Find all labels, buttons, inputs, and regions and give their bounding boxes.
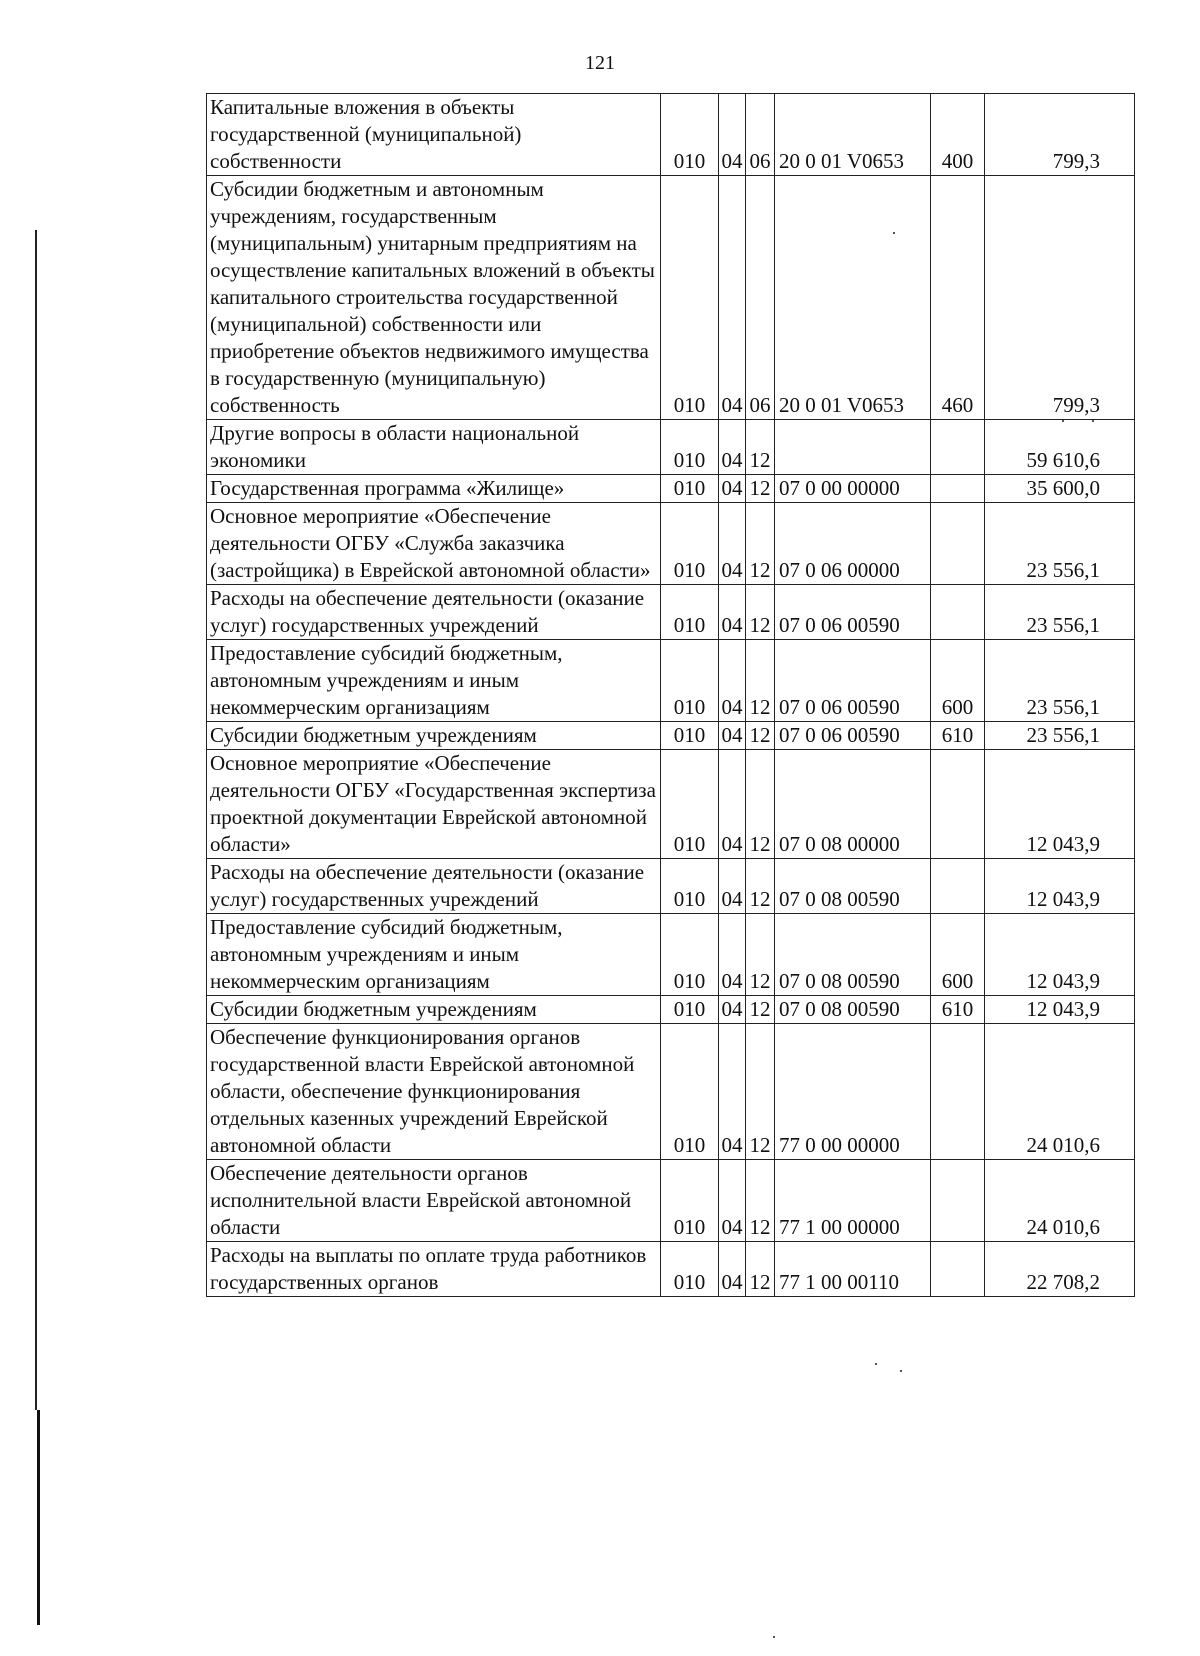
ved-code-cell: 010: [661, 914, 719, 996]
expense-type-cell: [931, 585, 985, 640]
target-article-cell: 07 0 08 00590: [775, 914, 931, 996]
table-row: [207, 750, 1135, 859]
section-code-cell: 04: [719, 722, 746, 750]
ved-code-cell: 010: [661, 1024, 719, 1160]
target-article-cell: 07 0 08 00000: [775, 750, 931, 859]
table-row: [207, 722, 1135, 750]
row-name-cell: Другие вопросы в области национальной экономики: [207, 420, 661, 475]
table-row: [207, 640, 1135, 722]
ved-code-cell: 010: [661, 475, 719, 503]
table-row: [207, 475, 1135, 503]
table-row: [207, 585, 1135, 640]
subsection-code-cell: 12: [746, 585, 775, 640]
ved-code-cell: 010: [661, 1242, 719, 1297]
expense-type-cell: [931, 1024, 985, 1160]
row-name-cell: Субсидии бюджетным учреждениям: [207, 722, 661, 750]
expense-type-cell: [931, 1242, 985, 1297]
expense-type-cell: [931, 859, 985, 914]
section-code-cell: 04: [719, 475, 746, 503]
table-body: [207, 94, 1135, 1297]
amount-cell: 59 610,6: [985, 420, 1135, 475]
target-article-cell: 07 0 06 00000: [775, 503, 931, 585]
target-article-cell: 07 0 06 00590: [775, 585, 931, 640]
ved-code-cell: 010: [661, 859, 719, 914]
expense-type-cell: [931, 750, 985, 859]
subsection-code-cell: 12: [746, 1160, 775, 1242]
expense-type-cell: [931, 420, 985, 475]
subsection-code-cell: 12: [746, 503, 775, 585]
section-code-cell: 04: [719, 914, 746, 996]
row-name-cell: Предоставление субсидий бюджетным, автономным учреждениям и иным некоммерческим организациям: [207, 640, 661, 722]
target-article-cell: [775, 420, 931, 475]
section-code-cell: 04: [719, 176, 746, 420]
subsection-code-cell: 12: [746, 996, 775, 1024]
row-name-cell: Расходы на обеспечение деятельности (оказание услуг) государственных учреждений: [207, 859, 661, 914]
target-article-cell: 07 0 08 00590: [775, 996, 931, 1024]
table-row: [207, 914, 1135, 996]
section-code-cell: 04: [719, 585, 746, 640]
table-row: [207, 859, 1135, 914]
section-code-cell: 04: [719, 750, 746, 859]
expense-type-cell: [931, 503, 985, 585]
subsection-code-cell: 12: [746, 914, 775, 996]
row-name-cell: Основное мероприятие «Обеспечение деятельности ОГБУ «Служба заказчика (застройщика) в Еврейской автономной области»: [207, 503, 661, 585]
expense-type-cell: 600: [931, 914, 985, 996]
row-name-cell: Субсидии бюджетным учреждениям: [207, 996, 661, 1024]
amount-cell: 22 708,2: [985, 1242, 1135, 1297]
section-code-cell: 04: [719, 640, 746, 722]
ved-code-cell: 010: [661, 996, 719, 1024]
page-number: 121: [585, 52, 615, 74]
subsection-code-cell: 06: [746, 94, 775, 176]
target-article-cell: 77 1 00 00000: [775, 1160, 931, 1242]
amount-cell: 12 043,9: [985, 859, 1135, 914]
target-article-cell: 07 0 06 00590: [775, 722, 931, 750]
scan-margin-line: [37, 1410, 40, 1625]
table-row: [207, 420, 1135, 475]
subsection-code-cell: 12: [746, 1242, 775, 1297]
expense-type-cell: 600: [931, 640, 985, 722]
subsection-code-cell: 12: [746, 722, 775, 750]
expense-type-cell: 610: [931, 722, 985, 750]
scan-speck: [875, 1363, 877, 1365]
ved-code-cell: 010: [661, 640, 719, 722]
table-row: [207, 1160, 1135, 1242]
row-name-cell: Основное мероприятие «Обеспечение деятельности ОГБУ «Государственная экспертиза проектной документации Еврейской автономной области»: [207, 750, 661, 859]
expense-type-cell: 460: [931, 176, 985, 420]
section-code-cell: 04: [719, 996, 746, 1024]
amount-cell: 24 010,6: [985, 1024, 1135, 1160]
row-name-cell: Субсидии бюджетным и автономным учреждениям, государственным (муниципальным) унитарным предприятиям на осуществление капитальных вложений в объекты капитального строительства государственной (муниципальной) собственности или приобретение объектов недвижимого имущества в государственную (муниципальную) собственность: [207, 176, 661, 420]
scan-speck: [900, 1370, 902, 1372]
target-article-cell: 77 1 00 00110: [775, 1242, 931, 1297]
expense-type-cell: [931, 1160, 985, 1242]
expense-type-cell: [931, 475, 985, 503]
row-name-cell: Обеспечение функционирования органов государственной власти Еврейской автономной области, обеспечение функционирования отдельных казенных учреждений Еврейской автономной области: [207, 1024, 661, 1160]
ved-code-cell: 010: [661, 750, 719, 859]
target-article-cell: 77 0 00 00000: [775, 1024, 931, 1160]
target-article-cell: 07 0 06 00590: [775, 640, 931, 722]
expense-type-cell: 400: [931, 94, 985, 176]
ved-code-cell: 010: [661, 722, 719, 750]
amount-cell: 12 043,9: [985, 750, 1135, 859]
section-code-cell: 04: [719, 1242, 746, 1297]
row-name-cell: Государственная программа «Жилище»: [207, 475, 661, 503]
table-row: [207, 996, 1135, 1024]
table-row: [207, 503, 1135, 585]
amount-cell: 24 010,6: [985, 1160, 1135, 1242]
subsection-code-cell: 12: [746, 1024, 775, 1160]
table-row: [207, 176, 1135, 420]
scan-speck: [773, 1636, 775, 1638]
ved-code-cell: 010: [661, 176, 719, 420]
amount-cell: 12 043,9: [985, 914, 1135, 996]
amount-cell: 35 600,0: [985, 475, 1135, 503]
table-row: [207, 94, 1135, 176]
amount-cell: 799,3: [985, 176, 1135, 420]
ved-code-cell: 010: [661, 585, 719, 640]
section-code-cell: 04: [719, 94, 746, 176]
row-name-cell: Обеспечение деятельности органов исполнительной власти Еврейской автономной области: [207, 1160, 661, 1242]
row-name-cell: Предоставление субсидий бюджетным, автономным учреждениям и иным некоммерческим организациям: [207, 914, 661, 996]
subsection-code-cell: 12: [746, 859, 775, 914]
section-code-cell: 04: [719, 503, 746, 585]
amount-cell: 799,3: [985, 94, 1135, 176]
subsection-code-cell: 12: [746, 640, 775, 722]
ved-code-cell: 010: [661, 94, 719, 176]
row-name-cell: Капитальные вложения в объекты государственной (муниципальной) собственности: [207, 94, 661, 176]
section-code-cell: 04: [719, 420, 746, 475]
amount-cell: 12 043,9: [985, 996, 1135, 1024]
target-article-cell: 07 0 00 00000: [775, 475, 931, 503]
section-code-cell: 04: [719, 859, 746, 914]
amount-cell: 23 556,1: [985, 585, 1135, 640]
section-code-cell: 04: [719, 1160, 746, 1242]
target-article-cell: 20 0 01 V0653: [775, 94, 931, 176]
subsection-code-cell: 12: [746, 750, 775, 859]
target-article-cell: 20 0 01 V0653: [775, 176, 931, 420]
ved-code-cell: 010: [661, 420, 719, 475]
table-row: [207, 1242, 1135, 1297]
section-code-cell: 04: [719, 1024, 746, 1160]
row-name-cell: Расходы на выплаты по оплате труда работников государственных органов: [207, 1242, 661, 1297]
ved-code-cell: 010: [661, 503, 719, 585]
table-row: [207, 1024, 1135, 1160]
expense-type-cell: 610: [931, 996, 985, 1024]
row-name-cell: Расходы на обеспечение деятельности (оказание услуг) государственных учреждений: [207, 585, 661, 640]
amount-cell: 23 556,1: [985, 640, 1135, 722]
amount-cell: 23 556,1: [985, 722, 1135, 750]
amount-cell: 23 556,1: [985, 503, 1135, 585]
scan-margin-line: [35, 230, 37, 1410]
target-article-cell: 07 0 08 00590: [775, 859, 931, 914]
budget-table: [206, 93, 1135, 1297]
subsection-code-cell: 12: [746, 475, 775, 503]
ved-code-cell: 010: [661, 1160, 719, 1242]
subsection-code-cell: 06: [746, 176, 775, 420]
subsection-code-cell: 12: [746, 420, 775, 475]
